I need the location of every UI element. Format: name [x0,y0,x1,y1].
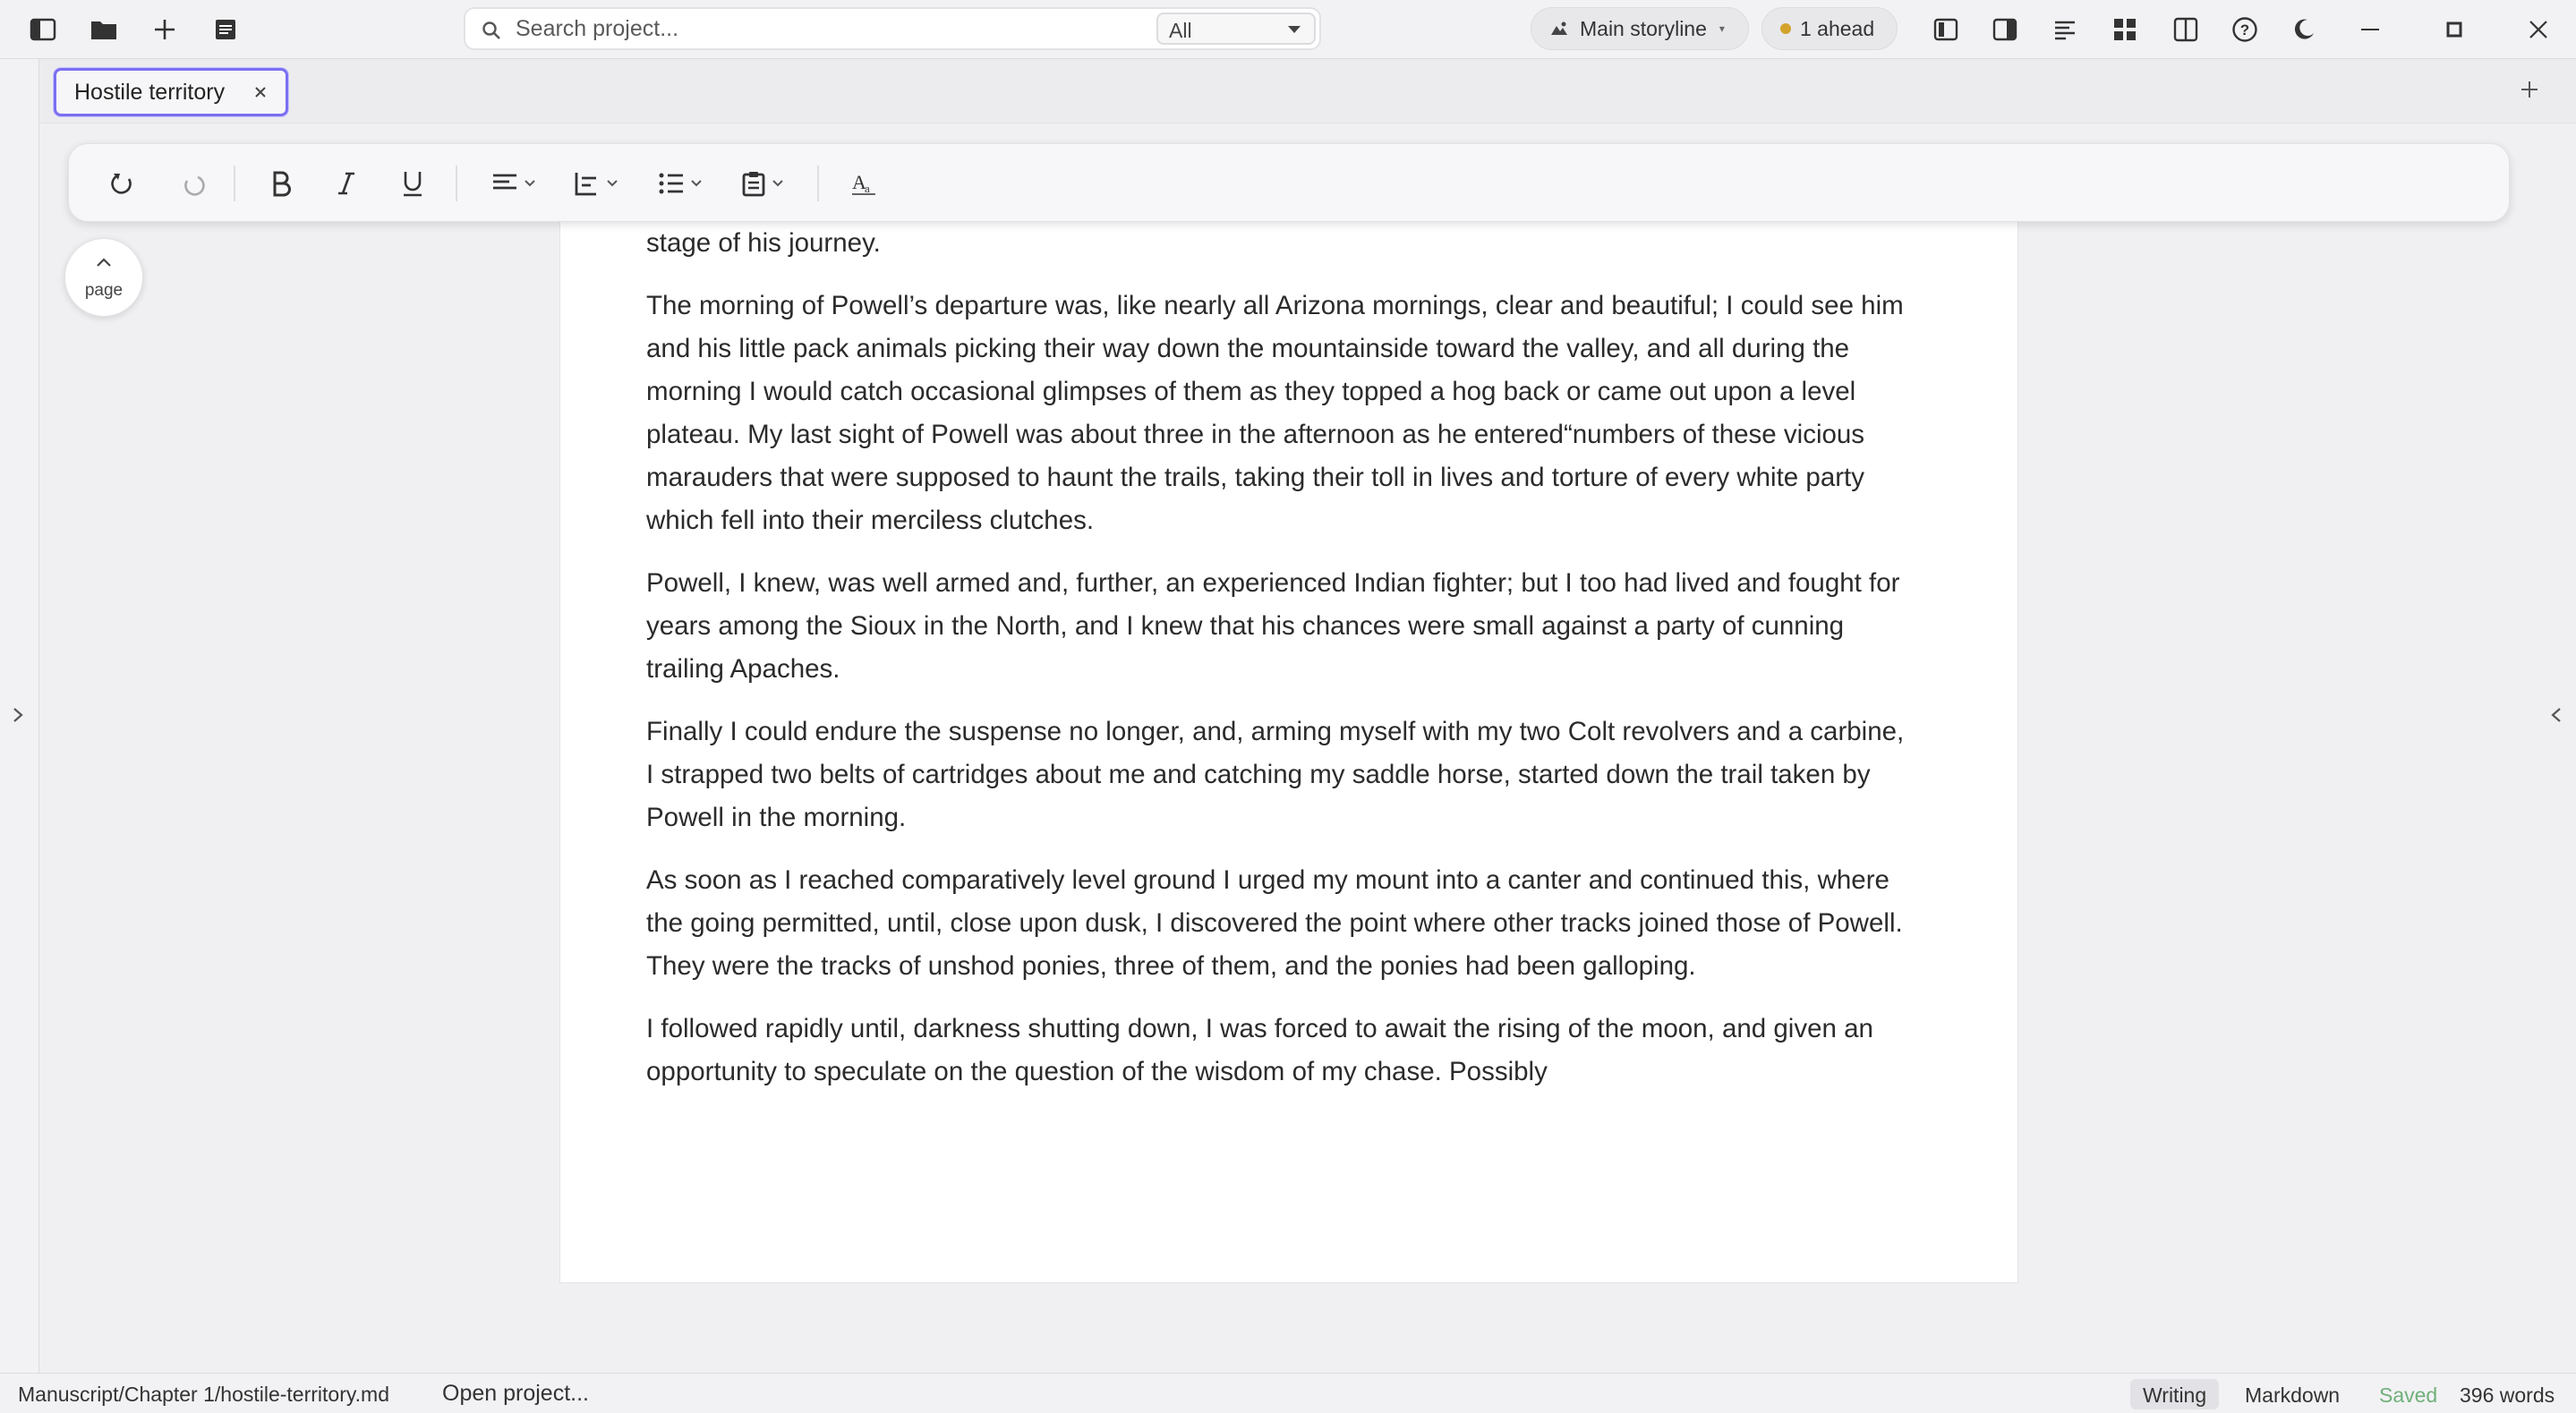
underline-icon[interactable] [393,164,432,203]
page-nav-button[interactable] [64,238,143,317]
paragraph[interactable]: Finally I could endure the suspense no longer, and, arming myself with my two Colt revolvers and a carbine, I strapped two belts of cartridges about me and catching my saddle horse, started down the trail taken by Powell in the morning. [646,717,1905,832]
chevron-down-icon [1287,25,1301,34]
paragraph[interactable]: Powell, I knew, was well armed and, further, an experienced Indian fighter; but I too had lived and fought for years among the Sioux in the North, and I knew that his chances were small against a party of cunning trailing Apaches. [646,568,1900,684]
sync-status-dot [1780,23,1791,34]
maximize-icon[interactable] [2436,12,2472,47]
branch-label: Main storyline [1580,16,1707,40]
page-nav-label: page [84,281,124,300]
left-panel-icon[interactable] [1928,12,1964,47]
expand-right-sidebar-icon[interactable] [2549,705,2563,725]
title-bar [0,0,2576,59]
folder-icon[interactable] [86,12,122,47]
left-sidebar-collapsed [0,59,39,1373]
sidebar-toggle-icon[interactable] [25,12,61,47]
expand-left-sidebar-icon[interactable] [11,705,25,725]
moon-icon[interactable] [2286,12,2322,47]
svg-text:A: A [852,171,866,193]
right-panel-icon[interactable] [1987,12,2023,47]
tab-label: Hostile territory [74,79,226,105]
search-box[interactable] [464,7,1321,50]
redo-icon[interactable] [173,164,216,203]
italic-icon[interactable] [328,164,364,203]
branch-icon [1549,21,1569,37]
open-project-link[interactable]: Open project... [442,1381,589,1406]
toolbar-separator [817,166,819,201]
toolbar-separator [456,166,457,201]
search-input[interactable] [516,16,1053,41]
mode-markdown-button[interactable]: Markdown [2245,1383,2341,1407]
tab-bar [39,59,2576,123]
tab-close-icon[interactable] [253,85,268,99]
mode-writing-button[interactable]: Writing [2130,1379,2219,1409]
text-style-icon[interactable] [844,164,883,203]
clipboard-icon[interactable] [731,164,794,203]
status-bar [0,1373,2576,1413]
split-view-icon[interactable] [2168,12,2204,47]
list-icon[interactable] [649,164,712,203]
document-content[interactable] [646,222,1917,1113]
word-count: 396 words [2460,1383,2555,1407]
paragraph[interactable]: As soon as I reached comparatively level ground I urged my mount into a canter and continued this, where the going permitted, until, close upon dusk, I discovered the point where other tracks joined those of Powell. They were the tracks of unshod ponies, three of them, and the ponies had been galloping. [646,865,1903,981]
plus-icon[interactable] [147,12,183,47]
help-icon[interactable] [2227,12,2263,47]
file-path: Manuscript/Chapter 1/hostile-territory.md [18,1383,389,1406]
svg-text:a: a [865,182,870,195]
sync-status-badge[interactable] [1761,7,1898,50]
formatting-toolbar [68,143,2510,222]
paragraph[interactable]: I followed rapidly until, darkness shutting down, I was forced to await the rising of the moon, and given an opportunity to speculate on the question of the wisdom of my chase. Possibly [646,1014,1873,1086]
paragraph[interactable]: stage of his journey. [646,228,881,258]
svg-text:?: ? [2239,21,2250,38]
indent-icon[interactable] [565,164,627,203]
toolbar-separator [234,166,235,201]
chevron-up-icon [96,257,112,268]
paragraph[interactable]: The morning of Powell’s departure was, like nearly all Arizona mornings, clear and beautiful; I could see him and his little pack animals picking their way down the mountainside toward the valley, and all during the morning I would catch occasional glimpses of them as they topped a hog back or came out upon a level plateau. My last sight of Powell was about three in the afternoon as he entered“numbers of these vicious marauders that were supposed to haunt the trails, taking their toll in lives and torture of every white party which fell into their merciless clutches. [646,291,1904,535]
sync-status-label: 1 ahead [1800,16,1875,40]
align-icon[interactable] [482,164,545,203]
search-icon [482,21,501,40]
tab-hostile-territory[interactable] [54,68,288,116]
close-icon[interactable] [2521,12,2556,47]
minimize-icon[interactable] [2352,12,2388,47]
outline-icon[interactable] [2048,12,2084,47]
search-scope-select[interactable] [1156,13,1316,45]
bold-icon[interactable] [260,164,302,203]
search-scope-value: All [1169,19,1192,42]
notes-icon[interactable] [208,12,243,47]
undo-icon[interactable] [101,164,144,203]
branch-selector[interactable] [1531,7,1749,50]
save-status: Saved [2379,1383,2438,1407]
dropdown-arrow-icon: ▾ [1719,22,1725,35]
grid-icon[interactable] [2107,12,2143,47]
new-tab-icon[interactable] [2519,79,2540,100]
